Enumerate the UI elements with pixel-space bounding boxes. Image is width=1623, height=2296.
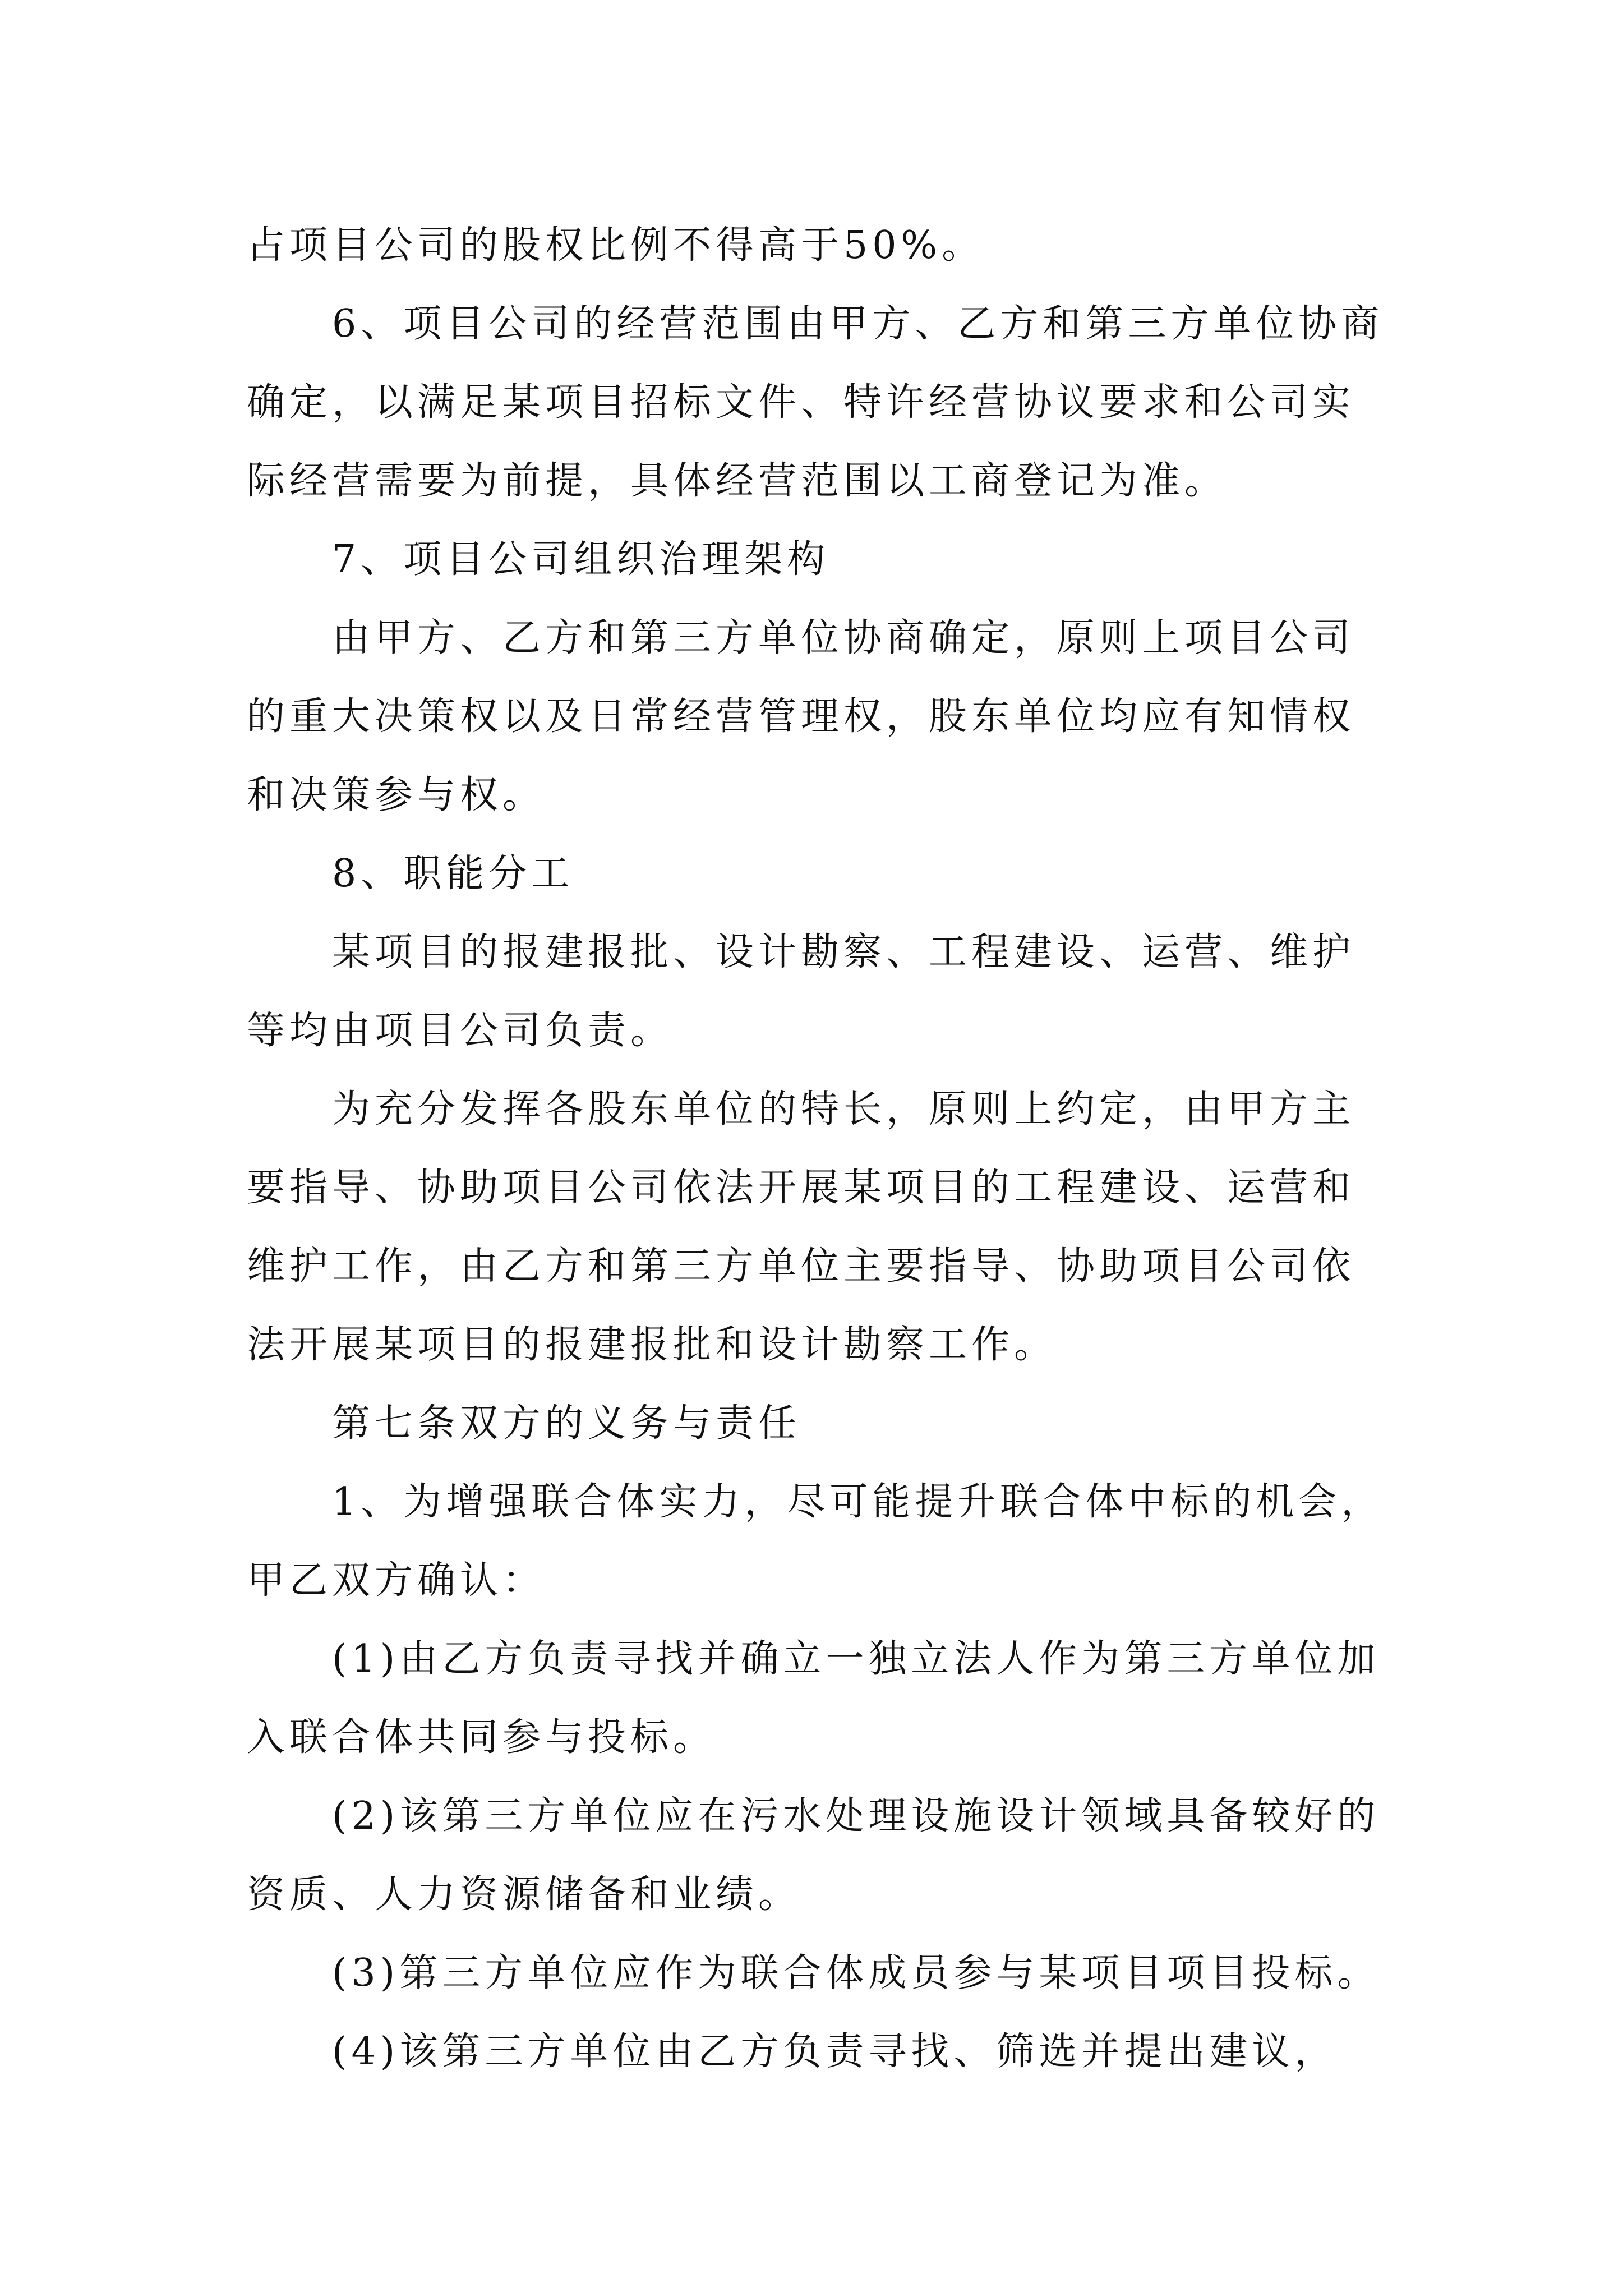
heading-article-seven: 第七条双方的义务与责任 xyxy=(332,1401,801,1446)
paragraph-shareholder-roles: 为充分发挥各股东单位的特长，原则上约定，由甲方主要指导、协助项目公司依法开展某项目的工程建设、运营和维护工作，由乙方和第三方单位主要指导、协助项目公司依法开展某项目的报建报批和设计勘察工作。 xyxy=(247,1087,1355,1367)
document-body xyxy=(247,206,1391,2091)
list-item-3: (3)第三方单位应作为联合体成员参与某项目项目投标。 xyxy=(332,1951,1380,1995)
paragraph-governance: 由甲方、乙方和第三方单位协商确定，原则上项目公司的重大决策权以及日常经营管理权，股东单位均应有知情权和决策参与权。 xyxy=(247,616,1355,817)
list-item-2: (2)该第三方单位应在污水处理设施设计领域具备较好的资质、人力资源储备和业绩。 xyxy=(247,1794,1380,1917)
paragraph-project-responsibility: 某项目的报建报批、设计勘察、工程建设、运营、维护等均由项目公司负责。 xyxy=(247,930,1355,1053)
list-item-4: (4)该第三方单位由乙方负责寻找、筛选并提出建议， xyxy=(332,2030,1338,2074)
paragraph-consortium-confirmation: 1、为增强联合体实力，尽可能提升联合体中标的机会，甲乙双方确认： xyxy=(247,1480,1384,1603)
paragraph-equity-ratio: 占项目公司的股权比例不得高于50%。 xyxy=(247,223,985,268)
paragraph-business-scope: 6、项目公司的经营范围由甲方、乙方和第三方单位协商确定，以满足某项目招标文件、特许经营协议要求和公司实际经营需要为前提，具体经营范围以工商登记为准。 xyxy=(247,302,1384,503)
heading-governance: 7、项目公司组织治理架构 xyxy=(332,537,830,582)
list-item-1: (1)由乙方负责寻找并确立一独立法人作为第三方单位加入联合体共同参与投标。 xyxy=(247,1637,1380,1760)
heading-division-of-duties: 8、职能分工 xyxy=(332,852,574,896)
